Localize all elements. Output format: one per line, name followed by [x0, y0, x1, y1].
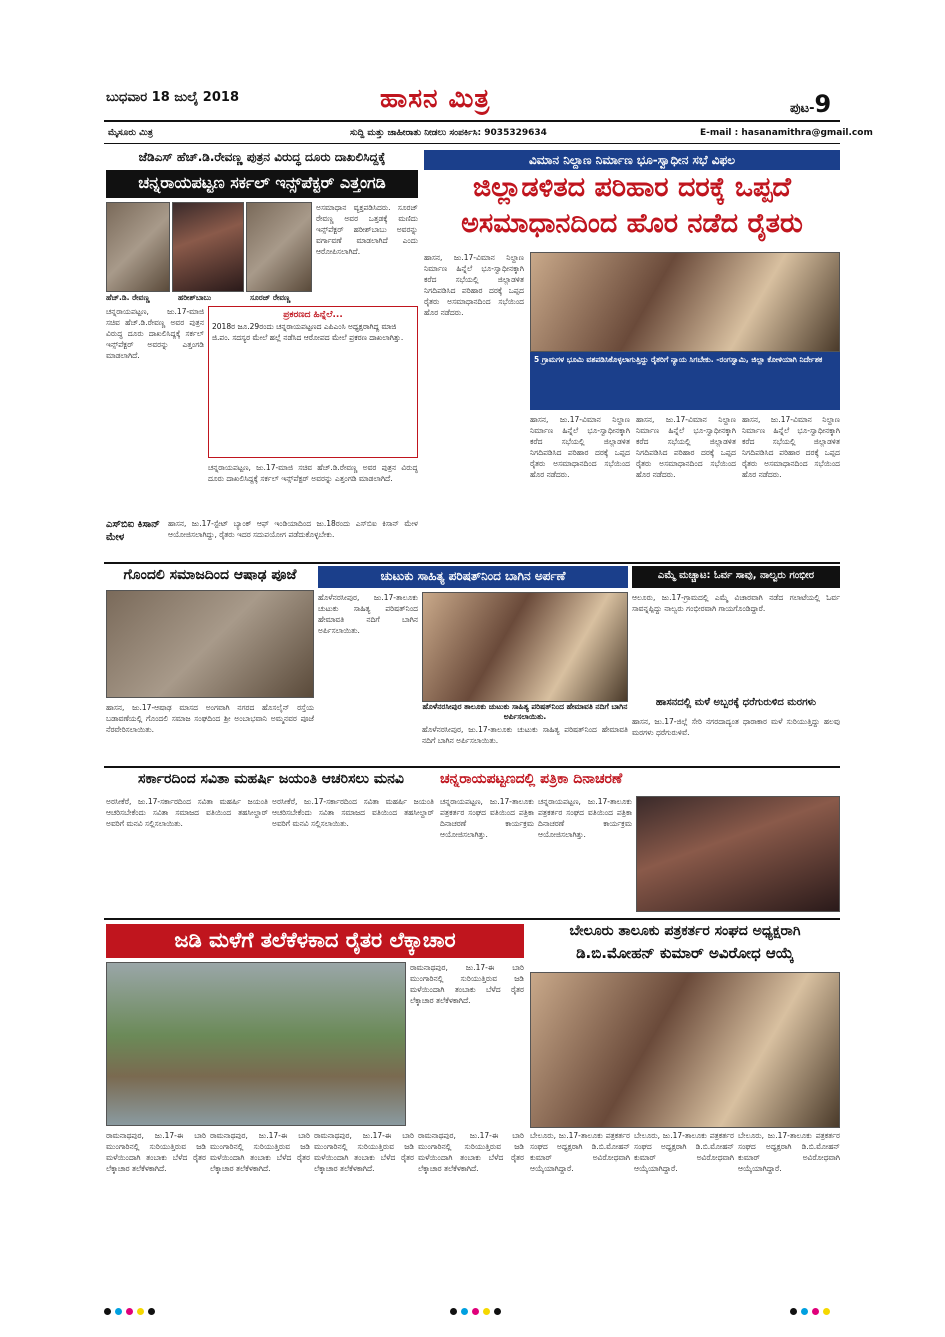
registration-dots-center	[450, 1300, 505, 1319]
story11-photo	[530, 972, 840, 1128]
story2-headline-1: ಜಿಲ್ಲಾಡಳಿತದ ಪರಿಹಾರ ದರಕ್ಕೆ ಒಪ್ಪದೆ	[473, 172, 791, 203]
dot	[483, 1308, 490, 1315]
story4-text: ಹಾಸನ, ಜು.17-ಆಷಾಢ ಮಾಸದ ಅಂಗವಾಗಿ ನಗರದ ಹೊಸಲೈನ್ ರಸ್ತೆಯ ಬಡಾವಣೆಯಲ್ಲಿ ಗೊಂದಲಿ ಸಮಾಜ ಸಂಘದಿಂದ ಶ್ರೀ ಅಂಬಾಭವಾನಿ ಅಮ್ಮನವರ ಪೂಜೆ ನೆರವೇರಿಸಲಾಯಿತು.	[106, 703, 314, 734]
story5-caption: ಹೊಳೆನರಸೀಪುರ ತಾಲೂಕು ಚುಟುಕು ಸಾಹಿತ್ಯ ಪರಿಷತ್‌ನಿಂದ ಹೇಮಾವತಿ ನದಿಗೆ ಬಾಗಿನ ಅರ್ಪಿಸಲಾಯಿತು.	[422, 702, 628, 721]
box-title: ಪ್ರಕರಣದ ಹಿನ್ನೆಲೆ...	[283, 310, 343, 320]
story8-headline: ಸರ್ಕಾರದಿಂದ ಸವಿತಾ ಮಹರ್ಷಿ ಜಯಂತಿ ಆಚರಿಸಲು ಮನವಿ	[138, 771, 404, 787]
section-divider-3	[104, 918, 840, 920]
section-divider-2	[104, 766, 840, 768]
story3-label: ಎಸ್‌ಬಿಐ ಕಿಸಾನ್ ಮೇಳ	[106, 519, 160, 543]
story11-text-col1: ಬೇಲೂರು, ಜು.17-ತಾಲೂಕು ಪತ್ರಕರ್ತರ ಸಂಘದ ಅಧ್ಯಕ್ಷರಾಗಿ ಡಿ.ಬಿ.ಮೋಹನ್ ಕುಮಾರ್ ಅವಿರೋಧವಾಗಿ ಆಯ್ಕೆಯಾಗಿದ್ದಾರೆ.	[530, 1131, 630, 1173]
story11-text-col3: ಬೇಲೂರು, ಜು.17-ತಾಲೂಕು ಪತ್ರಕರ್ತರ ಸಂಘದ ಅಧ್ಯಕ್ಷರಾಗಿ ಡಿ.ಬಿ.ಮೋಹನ್ ಕುಮಾರ್ ಅವಿರೋಧವಾಗಿ ಆಯ್ಕೆಯಾಗಿದ್ದಾರೆ.	[738, 1131, 840, 1173]
edition-label: ಮೈಸೂರು ಮಿತ್ರ	[108, 128, 153, 138]
dot	[115, 1308, 122, 1315]
story10-text-side: ರಾಮನಾಥಪುರ, ಜು.17-ಈ ಬಾರಿ ಮುಂಗಾರಿನಲ್ಲಿ ಸುರಿಯುತ್ತಿರುವ ಜಡಿ ಮಳೆಯಿಂದಾಗಿ ತಂಬಾಕು ಬೆಳೆದ ರೈತರ ಲೆಕ್ಕಾಚಾರ ತಲೆಕೆಳಕಾಗಿದೆ.	[410, 963, 524, 1005]
story1-text-a: ಚನ್ನರಾಯಪಟ್ಟಣ, ಜು.17-ಮಾಜಿ ಸಚಿವ ಹೆಚ್.ಡಿ.ರೇವಣ್ಣ ಅವರ ಪುತ್ರನ ವಿರುದ್ಧ ದೂರು ದಾಖಲಿಸಿದ್ದಕ್ಕೆ ಸರ್ಕಲ್ ಇನ್ಸ್‌ಪೆಕ್ಟರ್ ಅವರನ್ನು ಎತ್ತಂಗಡಿ ಮಾಡಲಾಗಿದೆ.	[106, 307, 204, 360]
story10-text-col2: ರಾಮನಾಥಪುರ, ಜು.17-ಈ ಬಾರಿ ಮುಂಗಾರಿನಲ್ಲಿ ಸುರಿಯುತ್ತಿರುವ ಜಡಿ ಮಳೆಯಿಂದಾಗಿ ತಂಬಾಕು ಬೆಳೆದ ರೈತರ ಲೆಕ್ಕಾಚಾರ ತಲೆಕೆಳಕಾಗಿದೆ.	[210, 1131, 310, 1173]
story2-text-col2: ಹಾಸನ, ಜು.17-ವಿಮಾನ ನಿಲ್ದಾಣ ನಿರ್ಮಾಣ ಹಿನ್ನೆಲೆ ಭೂ-ಸ್ವಾಧೀನಕ್ಕಾಗಿ ಕರೆದ ಸಭೆಯಲ್ಲಿ ಜಿಲ್ಲಾಡಳಿತ ನಿಗದಿಪಡಿಸಿದ ಪರಿಹಾರ ದರಕ್ಕೆ ಒಪ್ಪದ ರೈತರು ಅಸಮಾಧಾನದಿಂದ ಸಭೆಯಿಂದ ಹೊರ ನಡೆದರು.	[530, 415, 630, 479]
photo-suraj	[246, 202, 312, 292]
story8-text-a: ಅರಸೀಕೆರೆ, ಜು.17-ಸರ್ಕಾರದಿಂದ ಸವಿತಾ ಮಹರ್ಷಿ ಜಯಂತಿ ಆಚರಿಸಬೇಕೆಂದು ಸವಿತಾ ಸಮಾಜದ ವತಿಯಿಂದ ತಹಸೀಲ್ದಾರ್ ಅವರಿಗೆ ಮನವಿ ಸಲ್ಲಿಸಲಾಯಿತು.	[106, 797, 268, 828]
story2-text-col3: ಹಾಸನ, ಜು.17-ವಿಮಾನ ನಿಲ್ದಾಣ ನಿರ್ಮಾಣ ಹಿನ್ನೆಲೆ ಭೂ-ಸ್ವಾಧೀನಕ್ಕಾಗಿ ಕರೆದ ಸಭೆಯಲ್ಲಿ ಜಿಲ್ಲಾಡಳಿತ ನಿಗದಿಪಡಿಸಿದ ಪರಿಹಾರ ದರಕ್ಕೆ ಒಪ್ಪದ ರೈತರು ಅಸಮಾಧಾನದಿಂದ ಸಭೆಯಿಂದ ಹೊರ ನಡೆದರು.	[636, 415, 736, 479]
story3-text: ಹಾಸನ, ಜು.17-ಸ್ಟೇಟ್ ಬ್ಯಾಂಕ್ ಆಫ್ ಇಂಡಿಯಾದಿಂದ ಜು.18ರಂದು ಎಸ್‌ಬಿಐ ಕಿಸಾನ್ ಮೇಳ ಆಯೋಜಿಸಲಾಗಿದ್ದು, ರೈತರು ಇದರ ಸದುಪಯೋಗ ಪಡೆದುಕೊಳ್ಳಬೇಕು.	[168, 519, 418, 539]
story4-headline: ಗೊಂದಲಿ ಸಮಾಜದಿಂದ ಆಷಾಢ ಪೂಜೆ	[123, 567, 297, 583]
story11-headline-1: ಬೇಲೂರು ತಾಲೂಕು ಪತ್ರಕರ್ತರ ಸಂಘದ ಅಧ್ಯಕ್ಷರಾಗಿ	[569, 923, 801, 939]
story7-text: ಹಾಸನ, ಜು.17-ಜಿಲ್ಲೆ ಸೇರಿ ನಗರದಾದ್ಯಂತ ಧಾರಾಕಾರ ಮಳೆ ಸುರಿಯುತ್ತಿದ್ದು ಹಲವು ಮರಗಳು ಧರೆಗುರುಳಿವೆ.	[632, 717, 840, 737]
story2-headline-2: ಅಸಮಾಧಾನದಿಂದ ಹೊರ ನಡೆದ ರೈತರು	[461, 208, 803, 239]
registration-dots-left	[104, 1300, 159, 1319]
dot	[494, 1308, 501, 1315]
photo-revanna	[106, 202, 170, 292]
story6-headline: ಎಮ್ಮೆ ಮಚ್ಚಾಟ: ಓರ್ವ ಸಾವು, ನಾಲ್ವರು ಗಂಭೀರ	[632, 566, 840, 588]
masthead-rule	[104, 120, 840, 122]
dot	[790, 1308, 797, 1315]
story10-headline: ಜಡಿ ಮಳೆಗೆ ತಲೆಕೆಳಕಾದ ರೈತರ ಲೆಕ್ಕಾಚಾರ	[106, 924, 524, 958]
story1-background-box	[208, 306, 418, 458]
issue-date: ಬುಧವಾರ 18 ಜುಲೈ 2018	[106, 90, 239, 105]
dot	[472, 1308, 479, 1315]
dot	[148, 1308, 155, 1315]
section-divider-1	[104, 562, 840, 564]
photo-harishbabu	[172, 202, 244, 292]
story10-text-col1: ರಾಮನಾಥಪುರ, ಜು.17-ಈ ಬಾರಿ ಮುಂಗಾರಿನಲ್ಲಿ ಸುರಿಯುತ್ತಿರುವ ಜಡಿ ಮಳೆಯಿಂದಾಗಿ ತಂಬಾಕು ಬೆಳೆದ ರೈತರ ಲೆಕ್ಕಾಚಾರ ತಲೆಕೆಳಕಾಗಿದೆ.	[106, 1131, 206, 1173]
caption-revanna: ಹೆಚ್.ಡಿ. ರೇವಣ್ಣ	[106, 293, 150, 302]
story2-photo-note: 5 ಗ್ರಾಮಗಳ ಭೂಮಿ ವಶಪಡಿಸಿಕೊಳ್ಳಲಾಗುತ್ತಿದ್ದು ರೈತರಿಗೆ ನ್ಯಾಯ ಸಿಗಬೇಕು. -ರಂಗಸ್ವಾಮಿ, ಜಿಲ್ಲಾ ಕೋಳಿಯಾಗಿ ನಿರ್ದೇಶಕ	[530, 352, 840, 410]
story8-text-b: ಅರಸೀಕೆರೆ, ಜು.17-ಸರ್ಕಾರದಿಂದ ಸವಿತಾ ಮಹರ್ಷಿ ಜಯಂತಿ ಆಚರಿಸಬೇಕೆಂದು ಸವಿತಾ ಸಮಾಜದ ವತಿಯಿಂದ ತಹಸೀಲ್ದಾರ್ ಅವರಿಗೆ ಮನವಿ ಸಲ್ಲಿಸಲಾಯಿತು.	[272, 797, 434, 828]
story9-text-a: ಚನ್ನರಾಯಪಟ್ಟಣ, ಜು.17-ತಾಲೂಕು ಪತ್ರಕರ್ತರ ಸಂಘದ ವತಿಯಿಂದ ಪತ್ರಿಕಾ ದಿನಾಚರಣೆ ಕಾರ್ಯಕ್ರಮ ಆಯೋಜಿಸಲಾಗಿತ್ತು.	[440, 797, 534, 839]
caption-suraj: ಸೂರಜ್ ರೇವಣ್ಣ	[250, 293, 291, 302]
registration-dots-right	[790, 1300, 834, 1319]
story2-photo	[530, 252, 840, 352]
story2-kicker: ವಿಮಾನ ನಿಲ್ದಾಣ ನಿರ್ಮಾಣ ಭೂ-ಸ್ವಾಧೀನ ಸಭೆ ವಿಫಲ	[424, 150, 840, 170]
story5-photo	[422, 592, 628, 702]
dot	[126, 1308, 133, 1315]
caption-harishbabu: ಹರೀಶ್‌ಬಾಬು	[178, 293, 212, 302]
story10-text-col3: ರಾಮನಾಥಪುರ, ಜು.17-ಈ ಬಾರಿ ಮುಂಗಾರಿನಲ್ಲಿ ಸುರಿಯುತ್ತಿರುವ ಜಡಿ ಮಳೆಯಿಂದಾಗಿ ತಂಬಾಕು ಬೆಳೆದ ರೈತರ ಲೆಕ್ಕಾಚಾರ ತಲೆಕೆಳಕಾಗಿದೆ.	[314, 1131, 414, 1173]
story10-text-col4: ರಾಮನಾಥಪುರ, ಜು.17-ಈ ಬಾರಿ ಮುಂಗಾರಿನಲ್ಲಿ ಸುರಿಯುತ್ತಿರುವ ಜಡಿ ಮಳೆಯಿಂದಾಗಿ ತಂಬಾಕು ಬೆಳೆದ ರೈತರ ಲೆಕ್ಕಾಚಾರ ತಲೆಕೆಳಕಾಗಿದೆ.	[418, 1131, 524, 1173]
story1-headline: ಚನ್ನರಾಯಪಟ್ಟಣ ಸರ್ಕಲ್ ಇನ್ಸ್‌ಪೆಕ್ಟರ್ ಎತ್ತಂಗಡಿ	[106, 170, 418, 198]
story9-text-b: ಚನ್ನರಾಯಪಟ್ಟಣ, ಜು.17-ತಾಲೂಕು ಪತ್ರಕರ್ತರ ಸಂಘದ ವತಿಯಿಂದ ಪತ್ರಿಕಾ ದಿನಾಚರಣೆ ಕಾರ್ಯಕ್ರಮ ಆಯೋಜಿಸಲಾಗಿತ್ತು.	[538, 797, 632, 839]
box-text: 2018ರ ಜೂ.29ರಂದು ಚನ್ನರಾಯಪಟ್ಟಣದ ಎಪಿಎಂಸಿ ಅಧ್ಯಕ್ಷರಾಗಿದ್ದ ಮಾಜಿ ಜಿ.ಪಂ. ಸದಸ್ಯರ ಮೇಲೆ ಹಲ್ಲೆ ನಡೆಸಿದ ಆರೋಪದ ಮೇಲೆ ಪ್ರಕರಣ ದಾಖಲಾಗಿತ್ತು.	[212, 322, 404, 342]
story6-text: ಆಲೂರು, ಜು.17-ಗ್ರಾಮದಲ್ಲಿ ಎಮ್ಮೆ ವಿಚಾರವಾಗಿ ನಡೆದ ಗಲಾಟೆಯಲ್ಲಿ ಓರ್ವ ಸಾವನ್ನಪ್ಪಿದ್ದು ನಾಲ್ವರು ಗಂಭೀರವಾಗಿ ಗಾಯಗೊಂಡಿದ್ದಾರೆ.	[632, 593, 840, 613]
story2-text-col1: ಹಾಸನ, ಜು.17-ವಿಮಾನ ನಿಲ್ದಾಣ ನಿರ್ಮಾಣ ಹಿನ್ನೆಲೆ ಭೂ-ಸ್ವಾಧೀನಕ್ಕಾಗಿ ಕರೆದ ಸಭೆಯಲ್ಲಿ ಜಿಲ್ಲಾಡಳಿತ ನಿಗದಿಪಡಿಸಿದ ಪರಿಹಾರ ದರಕ್ಕೆ ಒಪ್ಪದ ರೈತರು ಅಸಮಾಧಾನದಿಂದ ಸಭೆಯಿಂದ ಹೊರ ನಡೆದರು.	[424, 253, 524, 317]
dot	[461, 1308, 468, 1315]
page-label: ಪುಟ-	[790, 101, 815, 116]
story5-headline: ಚುಟುಕು ಸಾಹಿತ್ಯ ಪರಿಷತ್‌ನಿಂದ ಬಾಗಿನ ಅರ್ಪಣೆ	[318, 566, 628, 588]
story4-photo	[106, 590, 314, 698]
dot	[137, 1308, 144, 1315]
dot	[823, 1308, 830, 1315]
story1-text-b: ಅಸಮಾಧಾನ ವ್ಯಕ್ತಪಡಿಸಿದರು. ಸೂರಜ್ ರೇವಣ್ಣ ಅವರ ಒತ್ತಡಕ್ಕೆ ಮಣಿದು ಇನ್ಸ್‌ಪೆಕ್ಟರ್ ಹರೀಶ್‌ಬಾಬು ಅವರನ್ನು ವರ್ಗಾವಣೆ ಮಾಡಲಾಗಿದೆ ಎಂದು ಆರೋಪಿಸಲಾಗಿದೆ.	[316, 203, 418, 256]
story9-photo	[636, 796, 840, 912]
story2-text-col4: ಹಾಸನ, ಜು.17-ವಿಮಾನ ನಿಲ್ದಾಣ ನಿರ್ಮಾಣ ಹಿನ್ನೆಲೆ ಭೂ-ಸ್ವಾಧೀನಕ್ಕಾಗಿ ಕರೆದ ಸಭೆಯಲ್ಲಿ ಜಿಲ್ಲಾಡಳಿತ ನಿಗದಿಪಡಿಸಿದ ಪರಿಹಾರ ದರಕ್ಕೆ ಒಪ್ಪದ ರೈತರು ಅಸಮಾಧಾನದಿಂದ ಸಭೆಯಿಂದ ಹೊರ ನಡೆದರು.	[742, 415, 840, 479]
email-line: E-mail : hasanamithra@gmail.com	[700, 128, 873, 138]
dot	[801, 1308, 808, 1315]
newspaper-title: ಹಾಸನ ಮಿತ್ರ	[380, 84, 491, 114]
dot	[450, 1308, 457, 1315]
page-number-value: 9	[814, 90, 832, 118]
story7-headline: ಹಾಸನದಲ್ಲಿ ಮಳೆ ಅಬ್ಬರಕ್ಕೆ ಧರೆಗುರುಳಿದ ಮರಗಳು	[655, 697, 817, 708]
story10-photo	[106, 962, 406, 1126]
story5-text-b: ಹೊಳೆನರಸೀಪುರ, ಜು.17-ತಾಲೂಕು ಚುಟುಕು ಸಾಹಿತ್ಯ ಪರಿಷತ್‌ನಿಂದ ಹೇಮಾವತಿ ನದಿಗೆ ಬಾಗಿನ ಅರ್ಪಿಸಲಾಯಿತು.	[422, 725, 628, 745]
story11-text-col2: ಬೇಲೂರು, ಜು.17-ತಾಲೂಕು ಪತ್ರಕರ್ತರ ಸಂಘದ ಅಧ್ಯಕ್ಷರಾಗಿ ಡಿ.ಬಿ.ಮೋಹನ್ ಕುಮಾರ್ ಅವಿರೋಧವಾಗಿ ಆಯ್ಕೆಯಾಗಿದ್ದಾರೆ.	[634, 1131, 734, 1173]
story1-kicker: ಜೆಡಿಎಸ್ ಹೆಚ್.ಡಿ.ರೇವಣ್ಣ ಪುತ್ರನ ವಿರುದ್ಧ ದೂರು ದಾಖಲಿಸಿದ್ದಕ್ಕೆ	[138, 150, 386, 164]
dot	[104, 1308, 111, 1315]
subhead-rule	[104, 143, 840, 144]
contact-line: ಸುದ್ದಿ ಮತ್ತು ಜಾಹೀರಾತು ನೀಡಲು ಸಂಪರ್ಕಿಸಿ: 9035329634	[350, 128, 547, 138]
story11-headline-2: ಡಿ.ಬಿ.ಮೋಹನ್ ಕುಮಾರ್ ಅವಿರೋಧ ಆಯ್ಕೆ	[576, 944, 794, 962]
dot	[812, 1308, 819, 1315]
story9-headline: ಚನ್ನರಾಯಪಟ್ಟಣದಲ್ಲಿ ಪತ್ರಿಕಾ ದಿನಾಚರಣೆ	[440, 771, 623, 787]
story5-text-a: ಹೊಳೆನರಸೀಪುರ, ಜು.17-ತಾಲೂಕು ಚುಟುಕು ಸಾಹಿತ್ಯ ಪರಿಷತ್‌ನಿಂದ ಹೇಮಾವತಿ ನದಿಗೆ ಬಾಗಿನ ಅರ್ಪಿಸಲಾಯಿತು.	[318, 593, 418, 635]
story1-text-c: ಚನ್ನರಾಯಪಟ್ಟಣ, ಜು.17-ಮಾಜಿ ಸಚಿವ ಹೆಚ್.ಡಿ.ರೇವಣ್ಣ ಅವರ ಪುತ್ರನ ವಿರುದ್ಧ ದೂರು ದಾಖಲಿಸಿದ್ದಕ್ಕೆ ಸರ್ಕಲ್ ಇನ್ಸ್‌ಪೆಕ್ಟರ್ ಅವರನ್ನು ಎತ್ತಂಗಡಿ ಮಾಡಲಾಗಿದೆ.	[208, 463, 418, 483]
page-number	[790, 90, 831, 118]
